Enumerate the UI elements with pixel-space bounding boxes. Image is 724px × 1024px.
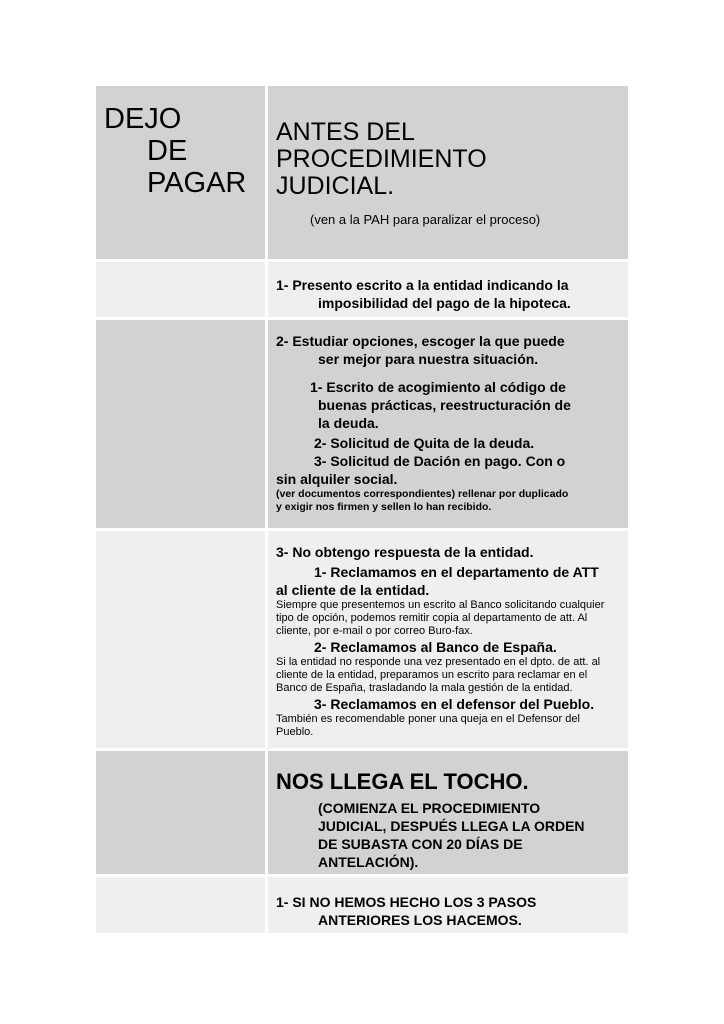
left-empty-cell [96,262,265,317]
heading-line: ANTES DEL [276,118,415,146]
option-2: 2- Solicitud de Quita de la deuda. [314,435,535,451]
documents-note: y exigir nos firmen y sellen lo han recibido. [276,501,492,513]
final-step-line: ANTERIORES LOS HACEMOS. [318,912,522,928]
antes-subtitle: (ven a la PAH para paralizar el proceso) [310,212,541,227]
option-1: 1- Escrito de acogimiento al código de [310,379,566,395]
tocho-line: DE SUBASTA CON 20 DÍAS DE [318,836,523,852]
option-3-cont: sin alquiler social. [276,471,398,487]
tocho-line: (COMIENZA EL PROCEDIMIENTO [318,800,541,816]
left-empty-cell [96,877,265,933]
heading-line: PROCEDIMIENTO [276,145,487,173]
left-empty-cell [96,531,265,748]
tocho-line: ANTELACIÓN). [318,854,419,870]
step-line: ser mejor para nuestra situación. [318,351,539,367]
tocho-description [268,795,628,871]
claim-3: 3- Reclamamos en el defensor del Pueblo. [314,696,595,712]
claim-1-cont: al cliente de la entidad. [276,582,430,598]
final-step-cell [268,877,628,933]
heading-line: PAGAR [147,167,247,199]
left-empty-cell [96,320,265,528]
heading-line: DEJO [104,103,182,135]
option-1-cont: la deuda. [318,415,379,431]
heading-line: JUDICIAL. [276,172,395,200]
heading-line: DE [147,135,188,167]
documents-note: (ver documentos correspondientes) rellenar por duplicado [276,488,569,500]
tocho-cell [268,751,628,874]
step-1-cell [268,262,628,317]
claim-2-note: Si la entidad no responde una vez presentado en el dpto. de att. al cliente de la entidad, preparamos un escrito para reclamar en el Banco de España, trasladando la mala gestión de la entidad. [276,656,601,694]
step-3-title: 3- No obtengo respuesta de la entidad. [276,544,534,560]
claim-1: 1- Reclamamos en el departamento de ATT [314,564,599,580]
tocho-line: JUDICIAL, DESPUÉS LLEGA LA ORDEN [318,818,585,834]
step-3-cell [268,531,628,748]
claim-3-note: También es recomendable poner una queja en el Defensor del Pueblo. [276,713,580,738]
antes-heading [268,86,628,200]
step-2-cell [268,320,628,528]
antes-heading-cell [268,86,628,259]
option-3: 3- Solicitud de Dación en pago. Con o [314,453,566,469]
tocho-title: NOS LLEGA EL TOCHO. [276,769,529,794]
final-step-line: 1- SI NO HEMOS HECHO LOS 3 PASOS [276,894,537,910]
step-line: 1- Presento escrito a la entidad indicando la [276,277,569,293]
option-1-cont: buenas prácticas, reestructuración de [318,397,571,413]
step-line: imposibilidad del pago de la hipoteca. [318,295,571,311]
step-line: 2- Estudiar opciones, escoger la que puede [276,333,565,349]
left-empty-cell [96,751,265,874]
procedure-table [96,86,628,933]
claim-2: 2- Reclamamos al Banco de España. [314,639,557,655]
claim-1-note: Siempre que presentemos un escrito al Banco solicitando cualquier tipo de opción, podemos remitir copia al departamento de att. Al cliente, por e-mail o por correo Buro-fax. [276,599,605,637]
dejo-de-pagar-heading [96,86,265,259]
